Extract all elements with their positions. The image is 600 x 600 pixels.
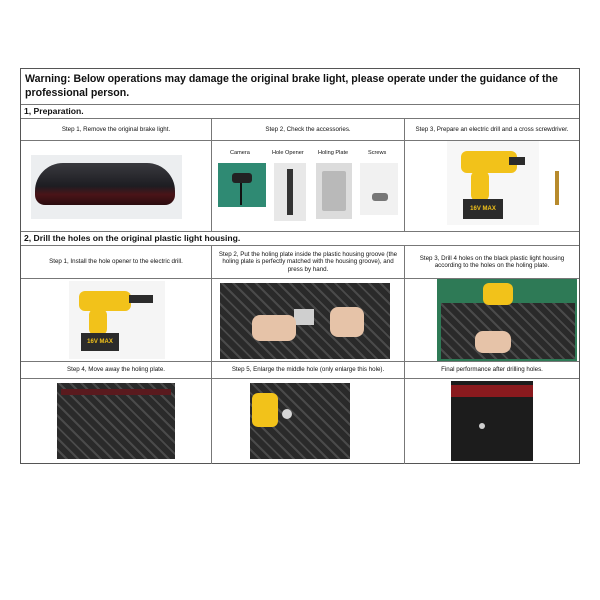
step-caption: Step 3, Prepare an electric drill and a cross screwdriver. — [415, 125, 569, 133]
enlarge-hole-photo — [212, 379, 405, 464]
accessory-label: Camera — [230, 150, 250, 156]
section-1-images — [21, 141, 579, 232]
section-2-images-b — [21, 379, 579, 464]
step-caption: Step 5, Enlarge the middle hole (only enlarge this hole). — [212, 362, 405, 378]
final-result-photo — [405, 379, 579, 464]
hole-opener-image — [274, 163, 306, 221]
warning-box — [21, 69, 579, 105]
step-caption: Final performance after drilling holes. — [441, 366, 543, 374]
accessory-label: Hole Opener — [272, 150, 304, 156]
section-1-title: 1, Preparation. — [21, 105, 579, 119]
step-caption: Step 4, Move away the holing plate. — [21, 362, 212, 378]
holing-plate-image — [316, 163, 352, 219]
camera-image — [218, 163, 266, 207]
instruction-sheet — [20, 68, 580, 464]
step-caption: Step 3, Drill 4 holes on the black plastic light housing according to the holes on the holing plate. — [419, 254, 565, 269]
screws-image — [360, 163, 398, 215]
warning-line-2: professional person. — [25, 87, 130, 99]
press-plate-photo — [212, 279, 405, 361]
section-2-captions-a — [21, 246, 579, 279]
drill-badge: 16V MAX — [81, 333, 119, 351]
drill-photo — [405, 141, 579, 231]
accessory-label: Screws — [368, 150, 387, 156]
step-caption: Step 2, Check the accessories. — [212, 119, 405, 140]
step-caption: Step 1, Install the hole opener to the electric drill. — [21, 246, 212, 278]
step-caption: Step 2, Put the holing plate inside the plastic housing groove (the holing plate is perfectly matched with the housing groove), and press by hand. — [212, 246, 405, 278]
accessories-photo — [212, 141, 405, 231]
plate-removed-photo — [21, 379, 212, 464]
section-2-title: 2, Drill the holes on the original plastic light housing. — [21, 232, 579, 246]
brake-light-photo — [21, 141, 212, 231]
drill-badge: 16V MAX — [463, 199, 503, 219]
accessory-label: Holing Plate — [318, 150, 349, 156]
drill-with-opener-photo — [21, 279, 212, 361]
step-caption: Step 1, Remove the original brake light. — [21, 119, 212, 140]
drill-holes-photo — [405, 279, 579, 361]
section-2-images-a — [21, 279, 579, 362]
section-2-captions-b — [21, 362, 579, 379]
warning-line-1: Warning: Below operations may damage the original brake light, please operate under the guidance of the — [25, 73, 558, 85]
section-1-captions — [21, 119, 579, 141]
